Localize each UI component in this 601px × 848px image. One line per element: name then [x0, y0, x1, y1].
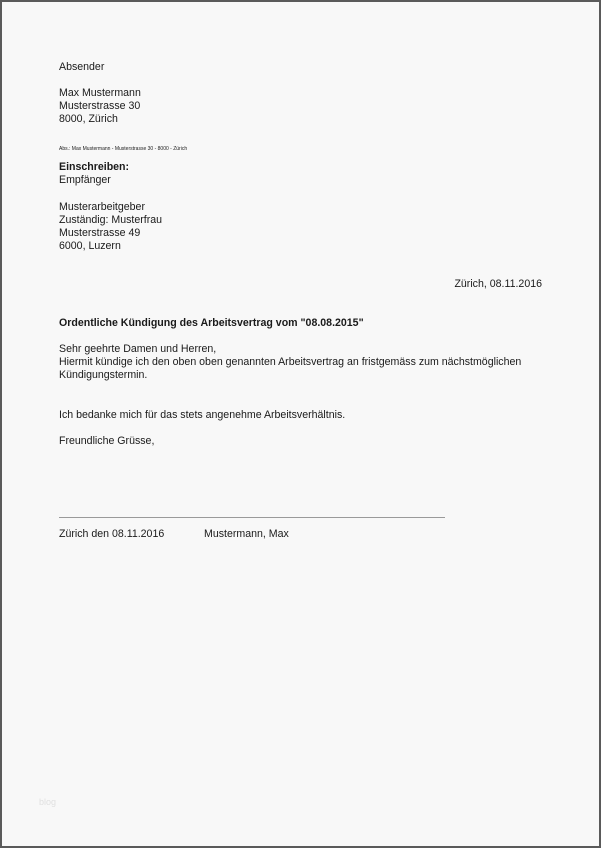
- salutation: Sehr geehrte Damen und Herren,: [59, 343, 217, 355]
- sender-street: Musterstrasse 30: [59, 100, 141, 112]
- body-paragraph-line-2: Kündigungstermin.: [59, 369, 148, 381]
- sender-name: Max Mustermann: [59, 87, 141, 99]
- signature-name: Mustermann, Max: [204, 528, 289, 540]
- recipient-street: Musterstrasse 49: [59, 227, 141, 239]
- recipient-contact: Zuständig: Musterfrau: [59, 214, 163, 226]
- watermark: blog: [39, 797, 57, 807]
- registered-mail-label: Einschreiben:: [59, 161, 130, 173]
- signature-line: [59, 517, 445, 518]
- date-line: Zürich, 08.11.2016: [454, 278, 542, 290]
- thanks-line: Ich bedanke mich für das stets angenehme Arbeitsverhältnis.: [59, 409, 346, 421]
- signature-place-date: Zürich den 08.11.2016: [59, 528, 165, 540]
- recipient-company: Musterarbeitgeber: [59, 201, 145, 213]
- return-address-line: Abs.: Max Mustermann - Musterstrasse 30 - 8000 - Zürich: [59, 146, 188, 152]
- body-paragraph-line-1: Hiermit kündige ich den oben oben genannten Arbeitsvertrag an fristgemäss zum nächstmöglichen: [59, 356, 522, 368]
- sender-city: 8000, Zürich: [59, 113, 118, 125]
- subject-line: Ordentliche Kündigung des Arbeitsvertrag vom "08.08.2015": [59, 317, 364, 329]
- closing-line: Freundliche Grüsse,: [59, 435, 155, 447]
- recipient-city: 6000, Luzern: [59, 240, 121, 252]
- sender-heading: Absender: [59, 61, 105, 73]
- recipient-heading: Empfänger: [59, 174, 111, 186]
